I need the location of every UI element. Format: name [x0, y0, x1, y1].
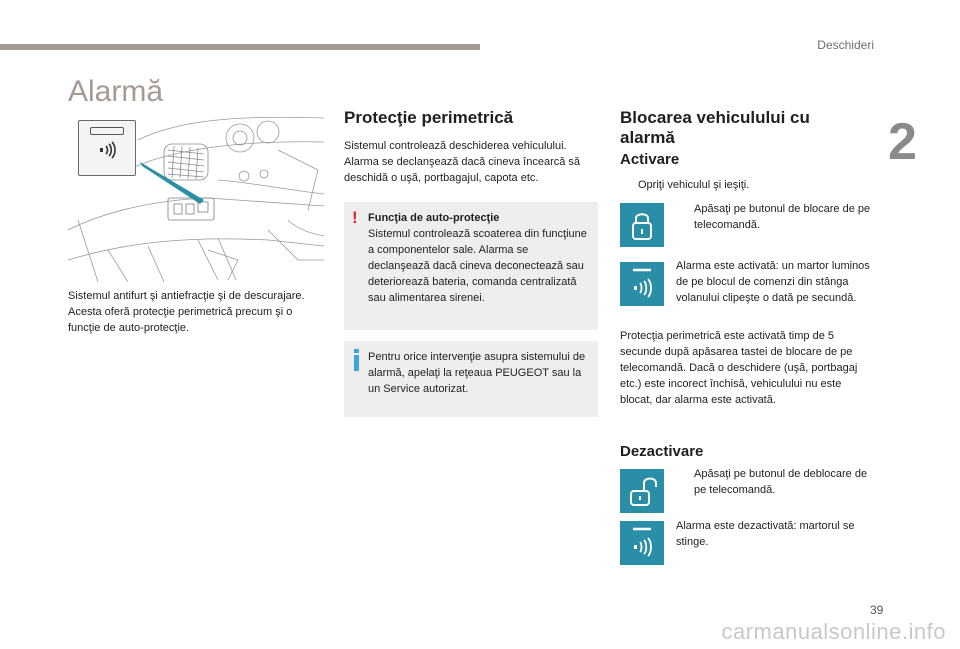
perimeter-activation-note: Protecţia perimetrică este activată timp de 5 secunde după apăsarea tastei de blocare de pe telecomandă. Dacă o deschidere (uşă, portbagaj etc.) este incorect închisă, vehiculului nu este blocat, dar alarma este activată. — [620, 330, 858, 406]
alarm-intro: Sistemul antifurt şi antiefracţie şi de descurajare. Acesta oferă protecţie perimetrică precum şi o funcţie de auto-protecţie. — [68, 290, 305, 334]
alarm-off-tile — [620, 521, 664, 565]
deactivation-heading: Dezactivare — [620, 443, 704, 460]
unlock-tile — [620, 469, 664, 513]
step-text: Apăsaţi pe butonul de deblocare de pe telecomandă. — [694, 468, 868, 496]
warning-title: Funcţia de auto-protecţie — [368, 212, 500, 224]
button-slot — [90, 127, 124, 135]
lock-tile — [620, 203, 664, 247]
perimeter-section — [344, 108, 600, 186]
info-text: Pentru orice intervenţie asupra sistemului de alarmă, apelaţi la reţeaua PEUGEOT sau la un Service autorizat. — [368, 351, 586, 395]
alarm-button-callout — [78, 120, 136, 176]
step-exit-vehicle — [620, 177, 880, 195]
step-text: Apăsaţi pe butonul de blocare de pe telecomandă. — [694, 203, 871, 231]
locking-heading: Blocarea vehiculului cu alarmă — [620, 108, 810, 147]
alarm-indicator-icon — [620, 521, 664, 565]
perimeter-heading: Protecţie perimetrică — [344, 108, 514, 127]
step-text: Opriţi vehiculul şi ieşiţi. — [638, 179, 750, 191]
alarm-indicator-icon — [96, 139, 118, 161]
activation-heading: Activare — [620, 151, 680, 168]
self-protection-warning — [344, 202, 598, 330]
warning-icon: ! — [352, 208, 358, 227]
alarm-activated-text: Alarma este activată: un martor luminos de pe blocul de comenzi din stânga volanului clipeşte o dată pe secundă. — [676, 260, 870, 304]
perimeter-text: Sistemul controlează deschiderea vehiculului. Alarma se declanşează dacă cineva încearcă să deschidă o uşă, portbagajul, capota etc. — [344, 140, 581, 184]
service-info-note — [344, 341, 598, 417]
locking-section — [620, 108, 880, 148]
step-press-lock — [676, 201, 880, 235]
warning-text: Sistemul controlează scoaterea din funcţiune a componentelor sale. Alarma se declanşează dacă cineva deconectează sau deteriorează bateria, comanda centralizată sau alimentarea sirenei. — [368, 228, 587, 304]
page-number: 39 — [870, 603, 884, 617]
step-press-unlock — [676, 466, 880, 500]
header-rule — [0, 44, 480, 50]
alarm-on-tile — [620, 262, 664, 306]
info-icon — [354, 349, 359, 371]
section-name: Deschideri — [817, 38, 874, 52]
alarm-deactivated-text: Alarma este dezactivată: martorul se stinge. — [676, 520, 855, 548]
padlock-open-icon — [620, 469, 664, 513]
chapter-number: 2 — [888, 113, 917, 171]
alarm-indicator-icon — [620, 262, 664, 306]
padlock-closed-icon — [620, 203, 664, 247]
page-title: Alarmă — [68, 75, 164, 108]
watermark: carmanualsonline.info — [721, 619, 946, 644]
